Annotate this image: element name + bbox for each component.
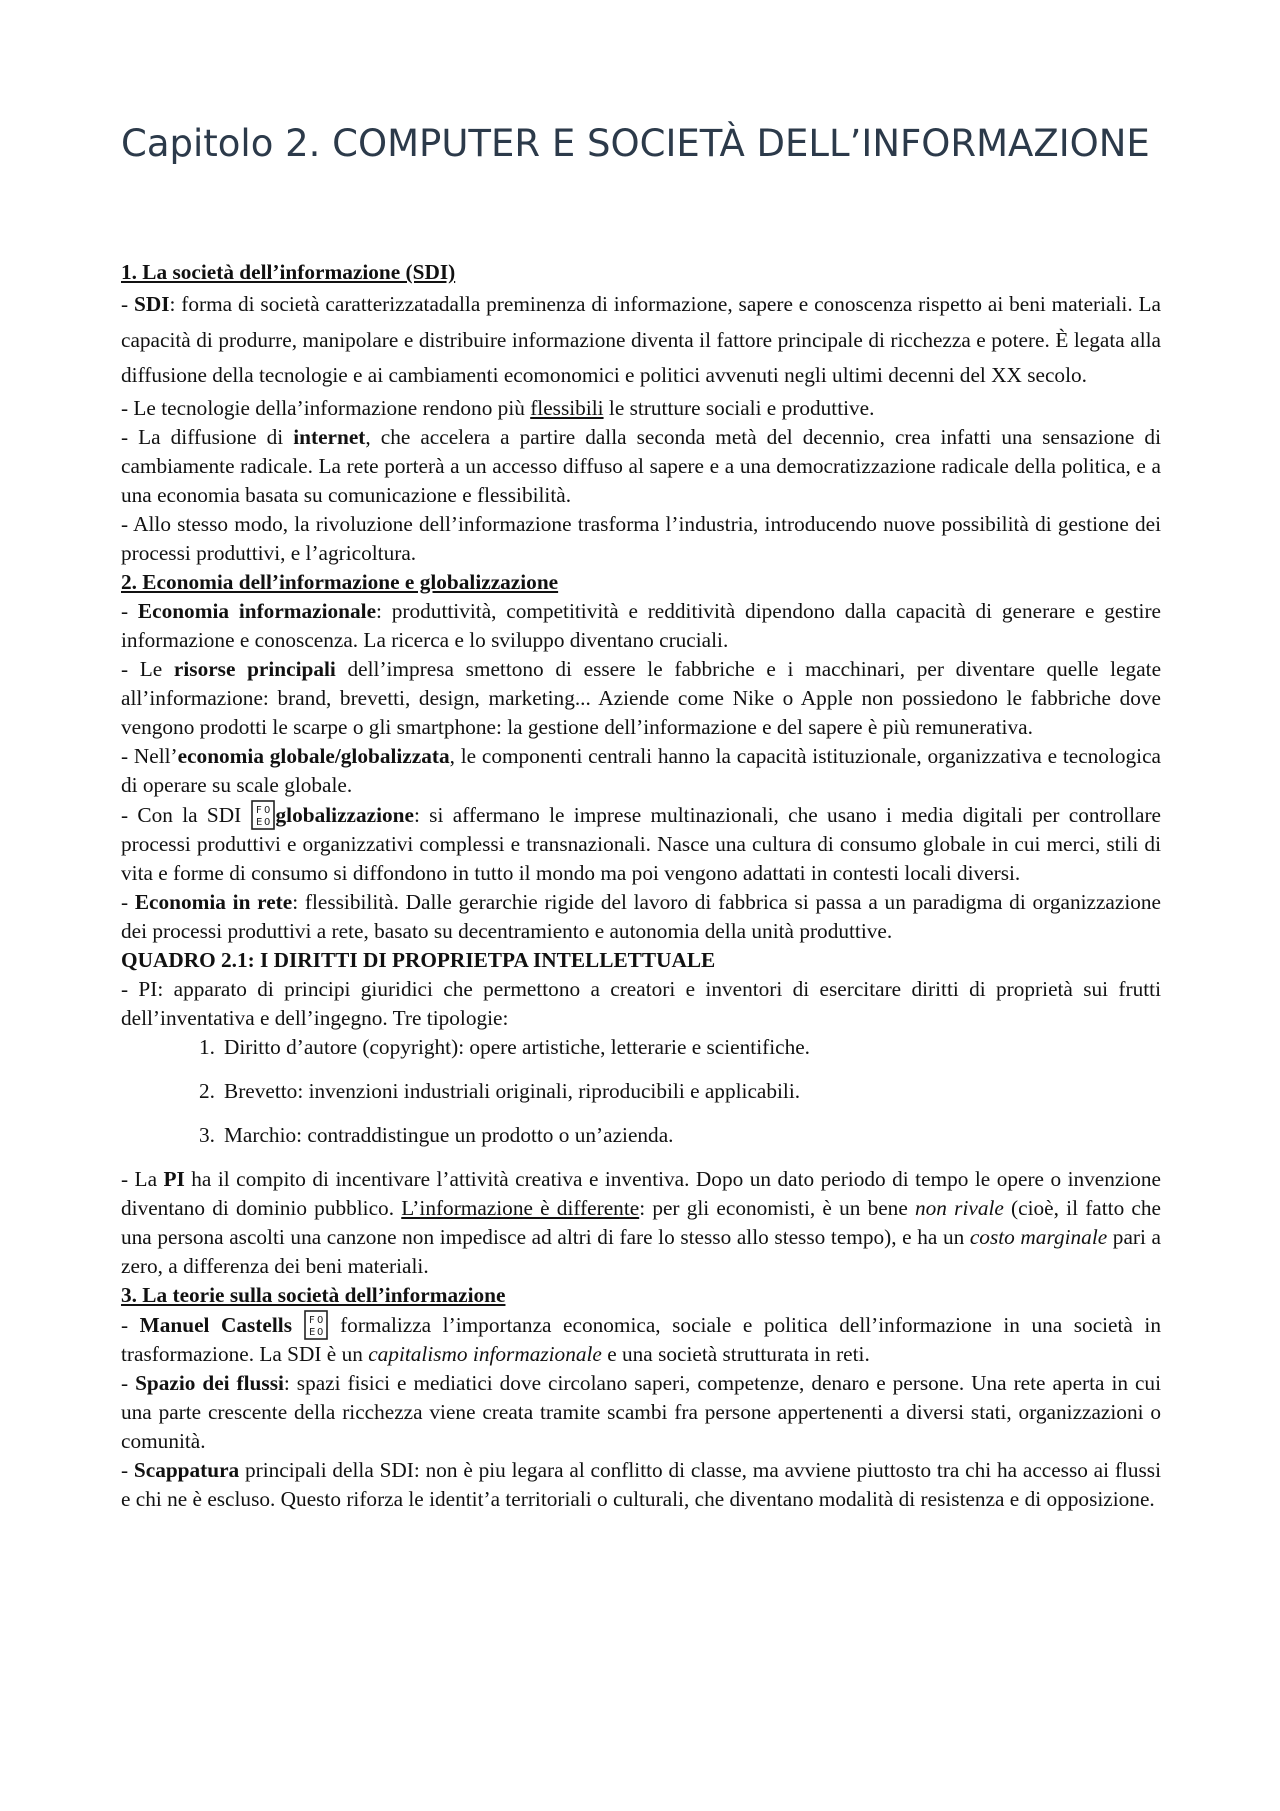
text-run: pari a zero, a differenza dei beni materiali. — [121, 1224, 1161, 1278]
glyph-char: 0 — [263, 816, 270, 828]
list-item — [121, 1033, 1161, 1062]
list-text: Diritto d’autore (copyright): opere artistiche, letterarie e scientifiche. — [224, 1034, 810, 1059]
text-run: : per gli economisti, è un bene — [639, 1195, 915, 1220]
section-heading-2: 2. Economia dell’informazione e globalizzazione — [121, 569, 559, 594]
paragraph-economia-in-rete — [121, 888, 1161, 946]
glyph-char: E — [255, 816, 262, 828]
list-text: Marchio: contraddistingue un prodotto o un’azienda. — [224, 1122, 674, 1147]
bold-term: risorse principali — [173, 656, 336, 681]
paragraph-economia-informazionale — [121, 597, 1161, 655]
list-number: 2. — [199, 1078, 215, 1103]
page-title: Capitolo 2. COMPUTER E SOCIETÀ DELL’INFORMAZIONE — [121, 122, 1150, 165]
text-run: : flessibilità. Dalle gerarchie rigide del lavoro di fabbrica si passa a un paradigma di organizzazione dei processi produttivi a rete, basato su decentramiento e autonomia della unità produttive. — [121, 889, 1161, 943]
text-run: (cioè, il fatto che una persona ascolti una canzone non impedisce ad altri di fare lo stesso allo stesso tempo), e ha un — [121, 1195, 1161, 1249]
bold-term: SDI — [133, 292, 170, 316]
section-heading-1: 1. La società dell’informazione (SDI) — [121, 260, 456, 284]
text-run: e una società strutturata in reti. — [601, 1341, 870, 1366]
list-text: Brevetto: invenzioni industriali originali, riproducibili e applicabili. — [224, 1078, 801, 1103]
text-run: formalizza l’importanza economica, sociale e politica dell’informazione in una società in trasformazione. La SDI è un — [121, 1312, 1161, 1366]
text-run: - — [121, 1312, 140, 1337]
list-number: 3. — [199, 1122, 215, 1147]
paragraph-sdi-definition — [121, 287, 1161, 394]
glyph-char: 0 — [263, 804, 270, 816]
underlined-term: flessibili — [530, 395, 604, 420]
italic-term: costo marginale — [969, 1224, 1108, 1249]
text-run: : forma di società caratterizzatadalla preminenza di informazione, sapere e conoscenza rispetto ai beni materiali. La capacità di produrre, manipolare e distribuire informazione diventa il fattore principale di ricchezza e potere. È legata alla diffusione della tecnologie e ai cambiamenti ecomonomici e politici avvenuti negli ultimi decenni del XX secolo. — [121, 292, 1161, 387]
text-run: - — [121, 598, 138, 623]
text-run: principali della SDI: non è piu legara al conflitto di classe, ma avviene piuttosto tra chi ha accesso ai flussi e chi ne è escluso. Questo riforza le identit’a territoriali o culturali, che diventano modalità di resistenza e di opposizione. — [121, 1457, 1161, 1511]
missing-glyph-icon — [304, 1310, 328, 1340]
text-run: le strutture sociali e produttive. — [603, 395, 875, 420]
text-run: , le componenti centrali hanno la capacità istituzionale, organizzativa e tecnologica di operare su scale globale. — [121, 743, 1161, 797]
text-run: - — [121, 292, 134, 316]
document-body — [121, 258, 1161, 1514]
list-number: 1. — [199, 1034, 215, 1059]
text-run: : si affermano le imprese multinazionali, che usano i media digitali per controllare processi produttivi e organizzativi complessi e transnazionali. Nasce una cultura di consumo globale in cui merci, stili di vita e forme di consumo si diffondono in tutto il mondo ma poi vengono adattati in contesti locali diversi. — [121, 802, 1161, 885]
bold-term: Spazio dei flussi — [135, 1370, 284, 1395]
text-run: - — [121, 1370, 136, 1395]
bold-term: Manuel Castells — [139, 1312, 292, 1337]
underlined-term: L’informazione è differente — [401, 1195, 640, 1220]
paragraph-tecnologie — [121, 394, 1161, 423]
text-run: - Nell’ — [121, 743, 178, 768]
paragraph-spazio-flussi — [121, 1369, 1161, 1456]
text-run: - Le — [121, 656, 174, 681]
bold-term: internet — [293, 424, 366, 449]
bold-term: Economia informazionale — [137, 598, 377, 623]
bold-term: Scappatura — [133, 1457, 240, 1482]
paragraph-risorse-principali — [121, 655, 1161, 742]
bold-term: Economia in rete — [134, 889, 293, 914]
text-run: - La — [121, 1166, 164, 1191]
paragraph-pi-compito — [121, 1165, 1161, 1281]
bold-term: economia globale/globalizzata — [177, 743, 450, 768]
text-run: ha il compito di incentivare l’attività creativa e inventiva. Dopo un dato periodo di tempo le opere o invenzione diventano di dominio pubblico. — [121, 1166, 1162, 1220]
text-run: - La diffusione di — [121, 424, 294, 449]
paragraph-pi-definition: - PI: apparato di principi giuridici che permettono a creatori e inventori di esercitare diritti di proprietà sui frutti dell’inventativa e dell’ingegno. Tre tipologie: — [121, 976, 1161, 1030]
text-run: - — [121, 1457, 134, 1482]
glyph-char: F — [255, 804, 262, 816]
missing-glyph-icon — [251, 800, 275, 830]
text-run: - Le tecnologie della’informazione rendono più — [121, 395, 531, 420]
bold-term: PI — [163, 1166, 185, 1191]
text-run: , che accelera a partire dalla seconda metà del decennio, crea infatti una sensazione di cambiamente radicale. La rete porterà a un accesso diffuso al sapere e a una democratizzazione radicale della politica, e a una economia basata su comunicazione e flessibilità. — [121, 424, 1161, 507]
glyph-char: E — [308, 1326, 315, 1338]
text-run: - Con la SDI — [121, 802, 251, 827]
pi-types-list — [121, 1033, 1161, 1150]
paragraph-scappatura — [121, 1456, 1161, 1514]
text-run: dell’impresa smettono di essere le fabbriche e i macchinari, per diventare quelle legate all’informazione: brand, brevetti, design, marketing... Aziende come Nike o Apple non possiedono le fabbriche dove vengono prodotti le scarpe o gli smartphone: la gestione dell’informazione e del sapere è più remunerativa. — [121, 656, 1162, 739]
glyph-char: F — [308, 1314, 315, 1326]
paragraph-globalizzazione — [121, 800, 1161, 888]
list-item — [121, 1121, 1161, 1150]
bold-term: globalizzazione — [275, 802, 414, 827]
section-heading-3: 3. La teorie sulla società dell’informazione — [121, 1282, 506, 1307]
text-run: : produttività, competitività e redditività dipendono dalla capacità di generare e gestire informazione e conoscenza. La ricerca e lo sviluppo diventano cruciali. — [121, 598, 1161, 652]
text-run: : spazi fisici e mediatici dove circolano saperi, competenze, denaro e persone. Una rete aperta in cui una parte crescente della ricchezza viene creata tramite scambi fra persone appertenenti a diversi stati, organizzazioni o comunità. — [121, 1370, 1161, 1453]
italic-term: non rivale — [915, 1195, 1004, 1220]
text-run: - — [121, 889, 135, 914]
paragraph-castells — [121, 1310, 1161, 1369]
glyph-char: 0 — [316, 1326, 323, 1338]
list-item — [121, 1077, 1161, 1106]
glyph-char: 0 — [316, 1314, 323, 1326]
paragraph-internet — [121, 423, 1161, 510]
paragraph-rivoluzione: - Allo stesso modo, la rivoluzione dell’informazione trasforma l’industria, introducendo nuove possibilità di gestione dei processi produttivi, e l’agricoltura. — [121, 511, 1161, 565]
italic-term: capitalismo informazionale — [368, 1341, 602, 1366]
quadro-heading: QUADRO 2.1: I DIRITTI DI PROPRIETPA INTELLETTUALE — [121, 947, 716, 972]
paragraph-economia-globale — [121, 742, 1161, 800]
